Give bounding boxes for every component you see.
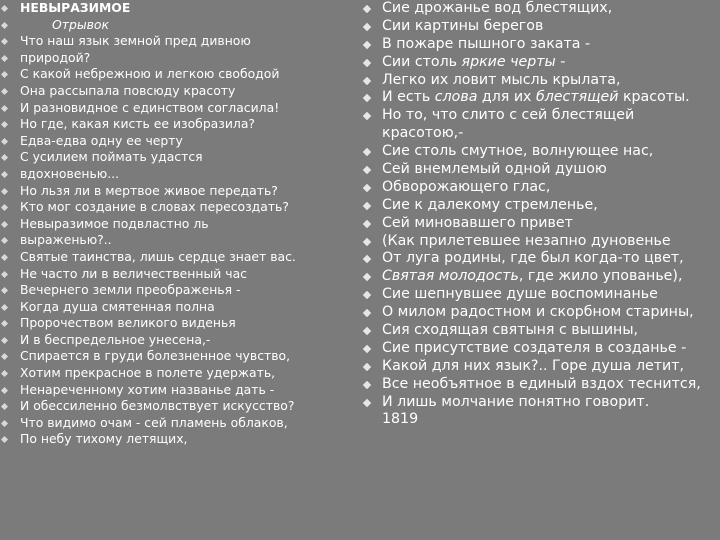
poem-line: Не часто ли в величественный час xyxy=(0,266,358,283)
poem-line: О милом радостном и скорбном старины, xyxy=(362,304,720,322)
text-span: красоты. xyxy=(618,89,690,106)
text-span: для их xyxy=(477,89,536,106)
emphasis-text: Святая молодость xyxy=(382,268,519,285)
poem-right-column xyxy=(362,0,720,429)
poem-line: И разновидное с единством согласила! xyxy=(0,100,358,117)
poem-line: По небу тихому летящих, xyxy=(0,431,358,448)
poem-line: Что наш язык земной пред дивною xyxy=(0,33,358,50)
poem-year: 1819 xyxy=(382,411,419,428)
poem-line: Какой для них язык?.. Горе душа летит, xyxy=(362,358,720,376)
poem-line: Хотим прекрасное в полете удержать, xyxy=(0,365,358,382)
text-span: - xyxy=(555,53,566,70)
text-span: И есть xyxy=(382,89,435,106)
poem-line xyxy=(362,89,720,107)
poem-title: НЕВЫРАЗИМОЕ xyxy=(0,0,358,17)
poem-line: Легко их ловит мысль крылата, xyxy=(362,72,720,90)
poem-subtitle: Отрывок xyxy=(0,17,358,34)
poem-line: Когда душа смятенная полна xyxy=(0,299,358,316)
poem-line xyxy=(362,268,720,286)
poem-line: Кто мог создание в словах пересоздать? xyxy=(0,199,358,216)
poem-line: Едва-едва одну ее черту xyxy=(0,133,358,150)
emphasis-text: блестящей xyxy=(535,89,619,106)
poem-line: С усилием поймать удастся xyxy=(0,149,358,166)
poem-line: Сей внемлемый одной душою xyxy=(362,161,720,179)
poem-line: Все необъятное в единый вздох теснится, xyxy=(362,376,720,394)
poem-line: Невыразимое подвластно ль xyxy=(0,216,358,233)
poem-line: Сии картины берегов xyxy=(362,18,720,36)
poem-line: Пророчеством великого виденья xyxy=(0,315,358,332)
emphasis-text: слова xyxy=(434,89,478,106)
poem-line: Ненареченному хотим названье дать - xyxy=(0,382,358,399)
poem-line: Сие присутствие создателя в созданье - xyxy=(362,340,720,358)
poem-line: С какой небрежною и легкою свободой xyxy=(0,66,358,83)
poem-line: Что видимо очам - сей пламень облаков, xyxy=(0,415,358,432)
poem-line: От луга родины, где был когда-то цвет, xyxy=(362,250,720,268)
poem-line: Сие дрожанье вод блестящих, xyxy=(362,0,720,18)
poem-line: красотою,- xyxy=(382,125,464,142)
poem-line: В пожаре пышного заката - xyxy=(362,36,720,54)
poem-left-column xyxy=(0,0,358,448)
emphasis-text: яркие черты xyxy=(461,53,556,70)
poem-line: И лишь молчание понятно говорит. xyxy=(362,394,720,412)
poem-line: Она рассыпала повсюду красоту xyxy=(0,83,358,100)
poem-line: И в беспредельное унесена,- xyxy=(0,332,358,349)
poem-line: вдохновенью... xyxy=(0,166,358,183)
poem-line: Спирается в груди болезненное чувство, xyxy=(0,348,358,365)
poem-line: Сие шепнувшее душе воспоминанье xyxy=(362,286,720,304)
poem-line xyxy=(362,54,720,72)
poem-line: Но льзя ли в мертвое живое передать? xyxy=(0,183,358,200)
poem-left-lines xyxy=(0,33,358,448)
poem-line: Сие к далекому стремленье, xyxy=(362,197,720,215)
poem-line: Сия сходящая святыня с вышины, xyxy=(362,322,720,340)
poem-line: Но то, что слито с сей блестящей xyxy=(362,107,720,125)
poem-line: Сие столь смутное, волнующее нас, xyxy=(362,143,720,161)
poem-line: Святые таинства, лишь сердце знает вас. xyxy=(0,249,358,266)
poem-line: Но где, какая кисть ее изобразила? xyxy=(0,116,358,133)
text-span: Сии столь xyxy=(382,53,462,70)
poem-line: И обессиленно безмолвствует искусство? xyxy=(0,398,358,415)
poem-line: Вечернего земли преображенья - xyxy=(0,282,358,299)
poem-line: Сей миновавшего привет xyxy=(362,215,720,233)
poem-line: (Как прилетевшее незапно дуновенье xyxy=(362,233,720,251)
text-span: , где жило упованье), xyxy=(518,268,683,285)
poem-line: выраженью?.. xyxy=(0,232,358,249)
poem-line: Обворожающего глас, xyxy=(362,179,720,197)
poem-line: природой? xyxy=(0,50,358,67)
